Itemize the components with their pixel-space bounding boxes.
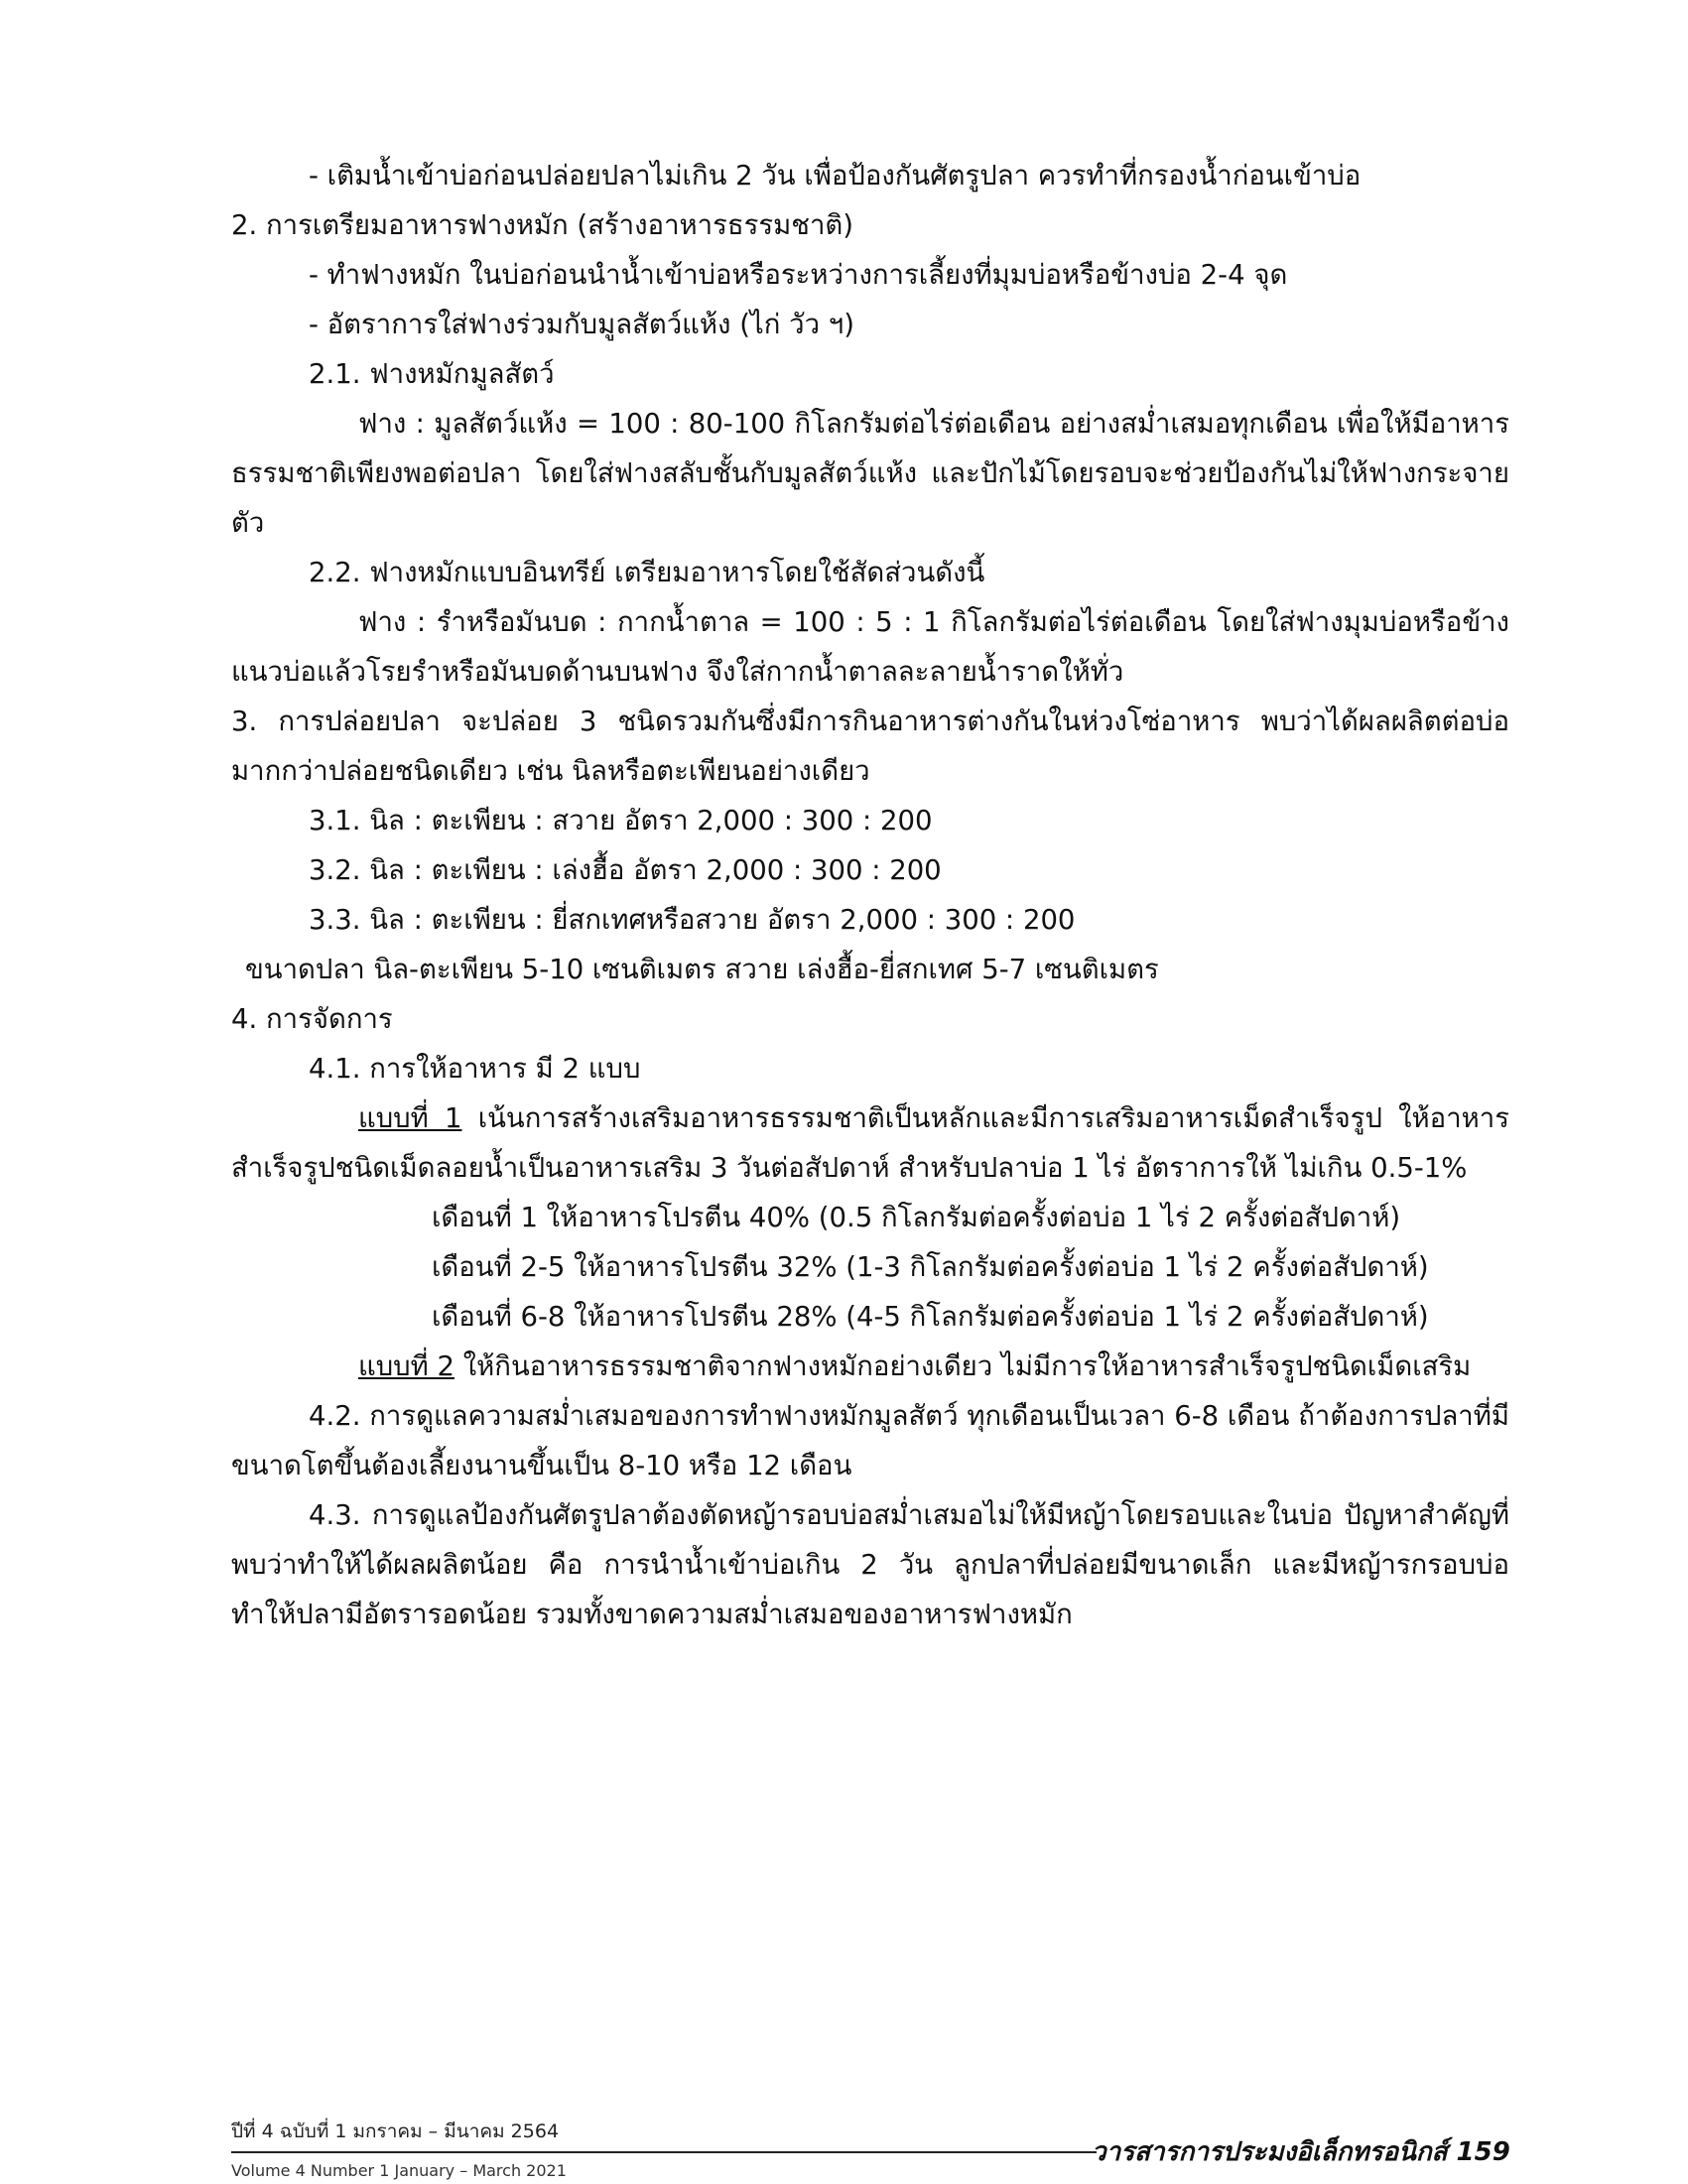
section-heading: 3. การปล่อยปลา จะปล่อย 3 ชนิดรวมกันซึ่งมีการกินอาหารต่างกันในห่วงโซ่อาหาร พบว่าได้ผลผลิตต่อบ่อมากกว่าปล่อยชนิดเดียว เช่น นิลหรือตะเพียนอย่างเดียว	[231, 706, 1509, 787]
list-item: 3.3. นิล : ตะเพียน : ยี่สกเทศหรือสวาย อัตรา 2,000 : 300 : 200	[309, 904, 1076, 936]
paragraph	[231, 1342, 1509, 1391]
footer-issue-english: Volume 4 Number 1 January – March 2021	[231, 2161, 567, 2180]
paragraph: - เติมน้ำเข้าบ่อก่อนปล่อยปลาไม่เกิน 2 วัน เพื่อป้องกันศัตรูปลา ควรทำที่กรองน้ำก่อนเข้าบ่อ	[309, 160, 1362, 192]
type2-label: แบบที่ 2	[358, 1350, 455, 1382]
page-number: 159	[1456, 2137, 1510, 2167]
list-item: 3.1. นิล : ตะเพียน : สวาย อัตรา 2,000 : 300 : 200	[309, 805, 933, 836]
journal-title: วารสารการประมงอิเล็กทรอนิกส์	[1092, 2137, 1448, 2167]
paragraph: 4.3. การดูแลป้องกันศัตรูปลาต้องตัดหญ้ารอบบ่อสม่ำเสมอไม่ให้มีหญ้าโดยรอบและในบ่อ ปัญหาสำคัญที่พบว่าทำให้ได้ผลผลิตน้อย คือ การนำน้ำเข้าบ่อเกิน 2 วัน ลูกปลาที่ปล่อยมีขนาดเล็ก และมีหญ้ารกรอบบ่อ ทำให้ปลามีอัตรารอดน้อย รวมทั้งขาดความสม่ำเสมอของอาหารฟางหมัก	[231, 1499, 1509, 1630]
list-item: เดือนที่ 6-8 ให้อาหารโปรตีน 28% (4-5 กิโลกรัมต่อครั้งต่อบ่อ 1 ไร่ 2 ครั้งต่อสัปดาห์)	[432, 1301, 1429, 1333]
paragraph: ฟาง : มูลสัตว์แห้ง = 100 : 80-100 กิโลกรัมต่อไร่ต่อเดือน อย่างสม่ำเสมอทุกเดือน เพื่อให้มีอาหารธรรมชาติเพียงพอต่อปลา โดยใส่ฟางสลับชั้นกับมูลสัตว์แห้ง และปักไม้โดยรอบจะช่วยป้องกันไม่ให้ฟางกระจายตัว	[231, 408, 1509, 539]
type1-label: แบบที่ 1	[358, 1102, 462, 1134]
list-item: เดือนที่ 1 ให้อาหารโปรตีน 40% (0.5 กิโลกรัมต่อครั้งต่อบ่อ 1 ไร่ 2 ครั้งต่อสัปดาห์)	[432, 1202, 1401, 1233]
section-heading: 4. การจัดการ	[231, 1003, 393, 1035]
paragraph: ขนาดปลา นิล-ตะเพียน 5-10 เซนติเมตร สวาย เล่งฮื้อ-ยี่สกเทศ 5-7 เซนติเมตร	[245, 954, 1159, 985]
paragraph: - ทำฟางหมัก ในบ่อก่อนนำน้ำเข้าบ่อหรือระหว่างการเลี้ยงที่มุมบ่อหรือข้างบ่อ 2-4 จุด	[309, 259, 1288, 291]
paragraph: 4.2. การดูแลความสม่ำเสมอของการทำฟางหมักมูลสัตว์ ทุกเดือนเป็นเวลา 6-8 เดือน ถ้าต้องการปลาที่มีขนาดโตขึ้นต้องเลี้ยงนานขึ้นเป็น 8-10 หรือ 12 เดือน	[231, 1400, 1509, 1481]
subsection-heading: 2.1. ฟางหมักมูลสัตว์	[309, 358, 555, 390]
section-heading: 2. การเตรียมอาหารฟางหมัก (สร้างอาหารธรรมชาติ)	[231, 209, 853, 241]
subsection-heading: 4.1. การให้อาหาร มี 2 แบบ	[309, 1053, 641, 1085]
paragraph: - อัตราการใส่ฟางร่วมกับมูลสัตว์แห้ง (ไก่ วัว ฯ)	[309, 309, 854, 340]
paragraph	[231, 1093, 1509, 1193]
type2-text: ให้กินอาหารธรรมชาติจากฟางหมักอย่างเดียว ไม่มีการให้อาหารสำเร็จรูปชนิดเม็ดเสริม	[454, 1350, 1472, 1382]
footer-issue-thai: ปีที่ 4 ฉบับที่ 1 มกราคม – มีนาคม 2564	[231, 2120, 560, 2142]
footer-divider	[231, 2151, 1097, 2153]
paragraph: ฟาง : รำหรือมันบด : กากน้ำตาล = 100 : 5 : 1 กิโลกรัมต่อไร่ต่อเดือน โดยใส่ฟางมุมบ่อหรือข้างแนวบ่อแล้วโรยรำหรือมันบดด้านบนฟาง จึงใส่กากน้ำตาลละลายน้ำราดให้ทั่ว	[231, 606, 1509, 688]
page-body	[231, 151, 1509, 1639]
list-item: 3.2. นิล : ตะเพียน : เล่งฮื้อ อัตรา 2,000 : 300 : 200	[309, 854, 942, 886]
list-item: เดือนที่ 2-5 ให้อาหารโปรตีน 32% (1-3 กิโลกรัมต่อครั้งต่อบ่อ 1 ไร่ 2 ครั้งต่อสัปดาห์)	[432, 1251, 1429, 1283]
type1-text: เน้นการสร้างเสริมอาหารธรรมชาติเป็นหลักและมีการเสริมอาหารเม็ดสำเร็จรูป ให้อาหารสำเร็จรูปชนิดเม็ดลอยน้ำเป็นอาหารเสริม 3 วันต่อสัปดาห์ สำหรับปลาบ่อ 1 ไร่ อัตราการให้ ไม่เกิน 0.5-1%	[231, 1102, 1509, 1184]
footer-journal	[1092, 2131, 1510, 2172]
subsection-heading: 2.2. ฟางหมักแบบอินทรีย์ เตรียมอาหารโดยใช้สัดส่วนดังนี้	[309, 557, 985, 588]
